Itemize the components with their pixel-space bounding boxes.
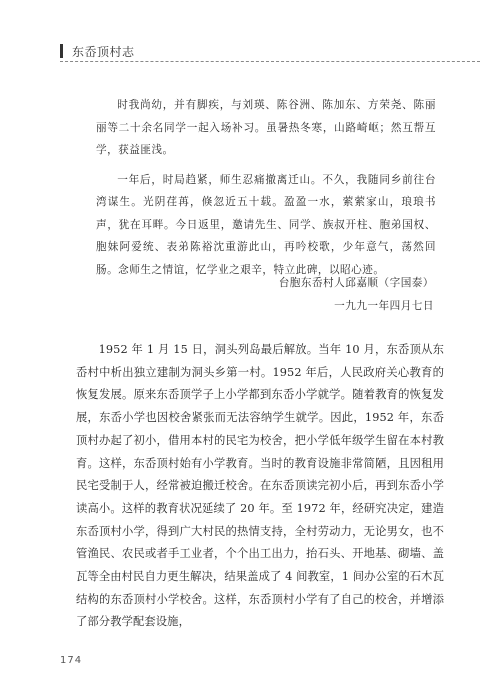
inscription-text — [96, 94, 436, 281]
header-divider — [60, 61, 480, 62]
page-number: 174 — [60, 655, 83, 666]
body-text — [76, 339, 444, 634]
inscription-date: 一九九一年四月七日 — [334, 300, 434, 312]
running-header — [60, 42, 460, 62]
book-title: 东岙顶村志 — [72, 45, 135, 59]
header-bar — [60, 44, 63, 58]
inscription-signature: 台胞东岙村人邱嘉顺（字国泰） — [278, 277, 434, 289]
body-paragraph: 1952 年 1 月 15 日，洞头列岛最后解放。当年 10 月，东岙顶从东岙村中析出独立建制为洞头乡第一村。1952 年后，人民政府关心教育的恢复发展。原来东岙顶学子上小学都到东岙小学就学。随着教育的恢复发展，东岙小学也因校舍紧张而无法容纳学生就学。因此，1952 年，东岙顶村办起了初小，借用本村的民宅为校舍，把小学低年级学生留在本村教育。这样，东岙顶村始有小学教育。当时的教育设施非常简陋，且因租用民宅受制于人，经常被迫搬迁校舍。在东岙顶读完初小后，再到东岙小学读高小。这样的教育状况延续了 20 年。至 1972 年，经研究决定，建造东岙顶村小学，得到广大村民的热情支持，全村劳动力，无论男女，也不管渔民、农民或者手工业者，个个出工出力，抬石头、开地基、砌墙、盖瓦等全由村民自力更生解决，结果盖成了 4 间教室，1 间办公室的石木瓦结构的东岙顶村小学校舍。这样，东岙顶村小学有了自己的校舍，并增添了部分教学配套设施， — [76, 343, 444, 629]
inscription-paragraph: 一年后，时局趋紧，师生忍痛撤离迁山。不久，我随同乡前往台湾谋生。光阴荏苒，倏忽近五十载。盈盈一水，萦萦家山，琅琅书声，犹在耳畔。今日返里，邀请先生、同学、族叔开柱、胞弟国权、胞妹阿爱统、表弟陈裕沈重游此山，再吟校歌，少年意气，荡然回肠。念师生之情谊，忆学业之艰辛，特立此碑，以昭心迹。 — [96, 173, 436, 276]
inscription-paragraph: 时我尚幼，并有脚疾，与刘瑛、陈谷洲、陈加东、方荣尧、陈丽丽等二十余名同学一起入场补习。虽暑热冬寒，山路崎岖；然互帮互学，获益匪浅。 — [96, 99, 436, 156]
